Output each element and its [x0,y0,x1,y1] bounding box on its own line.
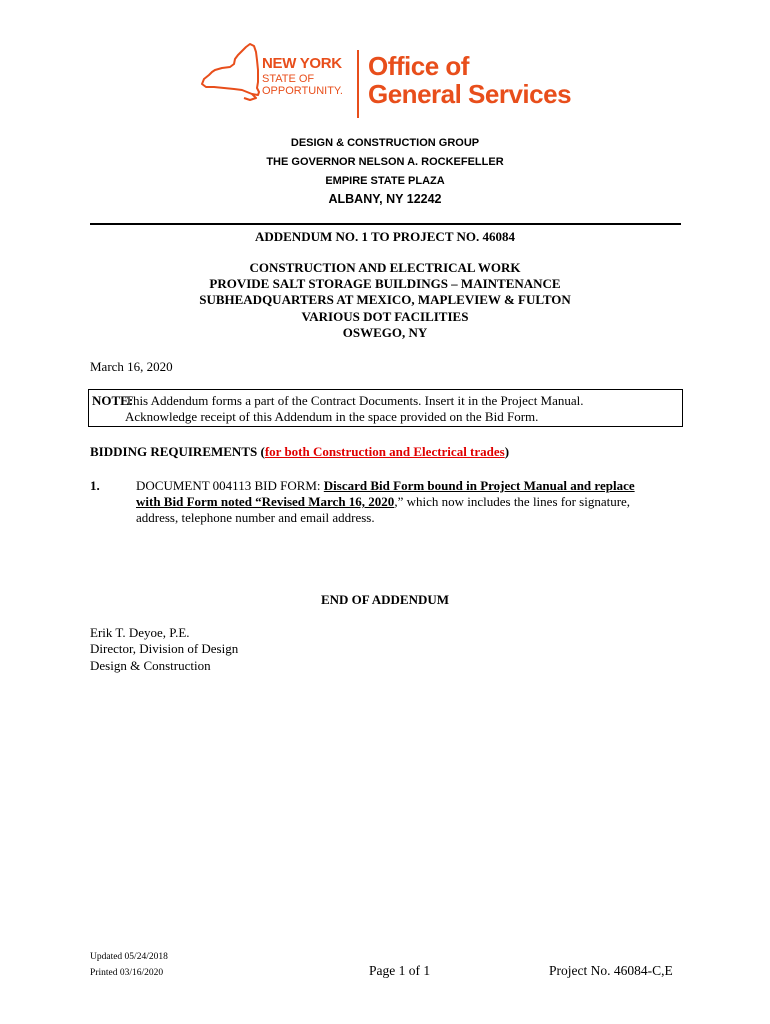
addendum-date: March 16, 2020 [90,359,173,374]
item-line-1 [136,478,635,494]
logo-office-of: Office of [368,51,469,81]
note-box [88,389,683,427]
logo-new-york: NEW YORK [262,55,342,72]
note-line-2: Acknowledge receipt of this Addendum in the space provided on the Bid Form. [125,409,539,424]
new-york-state-outline-icon [200,42,260,104]
item-prefix: DOCUMENT 004113 BID FORM: [136,478,324,493]
logo-state-of: STATE OF [262,73,315,85]
note-label: NOTE: [92,393,134,408]
project-line-3: SUBHEADQUARTERS AT MEXICO, MAPLEVIEW & FULTON [199,292,571,307]
header-line-group: DESIGN & CONSTRUCTION GROUP [290,137,480,149]
item-rest-line-2: ,” which now includes the lines for signature, [394,494,631,509]
addendum-title: ADDENDUM NO. 1 TO PROJECT NO. 46084 [254,229,516,244]
footer-printed: Printed 03/16/2020 [90,968,164,978]
note-line-1: This Addendum forms a part of the Contract Documents. Insert it in the Project Manual. [125,393,584,408]
logo-office-name [368,52,571,108]
signature-department: Design & Construction [90,658,211,673]
bidding-trades: for both Construction and Electrical trades [264,444,505,459]
end-of-addendum: END OF ADDENDUM [320,592,450,607]
logo-state-of-opportunity [262,73,352,97]
header-line-city: ALBANY, NY 12242 [328,192,442,206]
header-line-plaza: EMPIRE STATE PLAZA [325,175,445,187]
project-line-2: PROVIDE SALT STORAGE BUILDINGS – MAINTENANCE [209,276,561,291]
bidding-open-paren: ( [257,444,265,459]
item-bold-part-1: Discard Bid Form bound in Project Manual and replace [323,478,635,493]
project-line-1: CONSTRUCTION AND ELECTRICAL WORK [249,260,521,275]
footer-page-number: Page 1 of 1 [369,963,431,978]
item-number: 1. [90,478,100,493]
signature-name: Erik T. Deyoe, P.E. [90,625,190,640]
logo-general-services: General Services [368,79,572,109]
project-line-5: OSWEGO, NY [342,325,428,340]
bidding-close-paren: ) [504,444,510,459]
ogs-logo [200,42,580,118]
bidding-heading-label: BIDDING REQUIREMENTS [90,444,258,459]
footer-updated: Updated 05/24/2018 [90,952,168,962]
footer-project-number: Project No. 46084-C,E [549,963,673,978]
bidding-heading [90,444,509,460]
logo-divider [357,50,359,118]
signature-title: Director, Division of Design [90,641,239,656]
header-line-building: THE GOVERNOR NELSON A. ROCKEFELLER [266,156,504,168]
header-divider [90,223,681,225]
item-bold-part-2: with Bid Form noted “Revised March 16, 2020 [136,494,395,509]
project-line-4: VARIOUS DOT FACILITIES [301,309,469,324]
item-line-2 [136,494,630,510]
logo-opportunity: OPPORTUNITY. [262,85,343,97]
item-line-3: address, telephone number and email address. [136,510,375,525]
